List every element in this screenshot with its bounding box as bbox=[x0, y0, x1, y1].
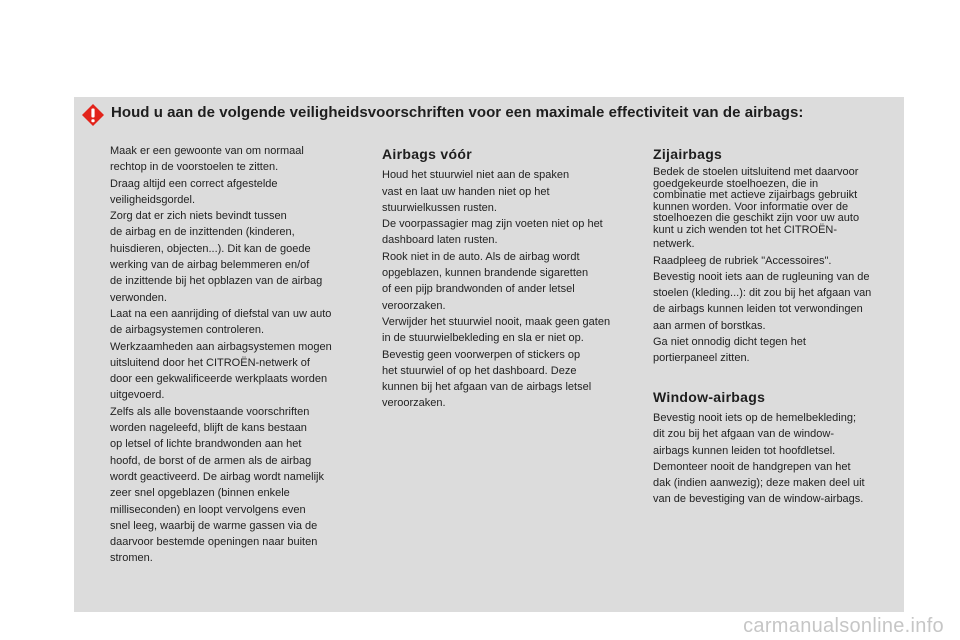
text-line: goedgekeurde stoelhoezen, die in bbox=[653, 177, 819, 190]
text-line: worden nageleefd, blijft de kans bestaan bbox=[110, 422, 307, 435]
warning-exclamation-icon bbox=[81, 103, 105, 127]
text-line: Zorg dat er zich niets bevindt tussen bbox=[110, 210, 287, 223]
text-line: airbags kunnen leiden tot hoofdletsel. bbox=[653, 444, 836, 457]
text-line: Demonteer nooit de handgrepen van het bbox=[653, 460, 851, 473]
text-line: Bedek de stoelen uitsluitend met daarvoor bbox=[653, 166, 859, 179]
text-line: vast en laat uw handen niet op het bbox=[382, 185, 550, 198]
text-line: stoelen (kleding...): dit zou bij het afgaan van bbox=[653, 287, 872, 300]
text-line: Verwijder het stuurwiel nooit, maak geen gaten bbox=[382, 315, 611, 328]
text-line: het stuurwiel of op het dashboard. Deze bbox=[382, 364, 577, 377]
text-line: stromen. bbox=[110, 552, 153, 565]
text-line: veroorzaken. bbox=[382, 397, 446, 410]
text-line: dak (indien aanwezig); deze maken deel uit bbox=[653, 477, 865, 490]
text-line: van de bevestiging van de window-airbags. bbox=[653, 493, 864, 506]
text-line: kunt u zich wenden tot het CITROËN- bbox=[653, 223, 838, 236]
text-line: Rook niet in de auto. Als de airbag wordt bbox=[382, 250, 580, 263]
text-line: de airbags kunnen leiden tot verwondingen bbox=[653, 303, 863, 316]
text-line: veroorzaken. bbox=[382, 299, 446, 312]
window-airbags-title: Window-airbags bbox=[653, 388, 766, 405]
window-airbags-text bbox=[653, 410, 903, 508]
text-line: aan armen of borstkas. bbox=[653, 319, 766, 332]
text-line: de airbag en de inzittenden (kinderen, bbox=[110, 226, 295, 239]
side-airbags-dense-text bbox=[653, 167, 903, 236]
text-line: portierpaneel zitten. bbox=[653, 352, 750, 365]
text-line: Bevestig geen voorwerpen of stickers op bbox=[382, 348, 581, 361]
front-airbags-column bbox=[382, 146, 637, 412]
text-line: milliseconden) en loopt vervolgens even bbox=[110, 503, 306, 516]
watermark: carmanualsonline.info bbox=[743, 615, 944, 637]
text-line: uitsluitend door het CITROËN-netwerk of bbox=[110, 356, 310, 369]
text-line: dashboard laten rusten. bbox=[382, 234, 498, 247]
text-line: rechtop in de voorstoelen te zitten. bbox=[110, 161, 279, 174]
text-line: huisdieren, objecten...). Dit kan de goede bbox=[110, 242, 311, 255]
text-line: stoelhoezen die geschikt zijn voor uw auto bbox=[653, 212, 860, 225]
text-line: hoofd, de borst of de armen als de airbag bbox=[110, 454, 312, 467]
text-line: snel leeg, waarbij de warme gassen via de bbox=[110, 519, 318, 532]
text-line: Bevestig nooit iets aan de rugleuning van de bbox=[653, 270, 870, 283]
general-advice-column bbox=[110, 143, 365, 567]
text-line: opgeblazen, kunnen brandende sigaretten bbox=[382, 267, 589, 280]
page-heading: Houd u aan de volgende veiligheidsvoorschriften voor een maximale effectiviteit van de airbags: bbox=[111, 104, 804, 121]
text-line: door een gekwalificeerde werkplaats worden bbox=[110, 373, 328, 386]
text-line: Ga niet onnodig dicht tegen het bbox=[653, 336, 806, 349]
text-line: kunnen bij het afgaan van de airbags letsel bbox=[382, 381, 592, 394]
text-line: Laat na een aanrijding of diefstal van uw auto bbox=[110, 307, 332, 320]
text-line: stuurwielkussen rusten. bbox=[382, 201, 497, 214]
side-window-airbags-column bbox=[653, 146, 903, 508]
text-line: Draag altijd een correct afgestelde bbox=[110, 177, 278, 190]
side-airbags-title: Zijairbags bbox=[653, 146, 723, 162]
text-line: zeer snel opgeblazen (binnen enkele bbox=[110, 487, 290, 500]
text-line: Zelfs als alle bovenstaande voorschriften bbox=[110, 405, 310, 418]
text-line: op letsel of lichte brandwonden aan het bbox=[110, 438, 302, 451]
text-line: uitgevoerd. bbox=[110, 389, 165, 402]
text-line: netwerk. bbox=[653, 238, 695, 251]
front-airbags-text bbox=[382, 167, 637, 411]
text-line: De voorpassagier mag zijn voeten niet op het bbox=[382, 218, 603, 231]
text-line: Maak er een gewoonte van om normaal bbox=[110, 145, 304, 157]
text-line: Bevestig nooit iets op de hemelbekleding; bbox=[653, 411, 857, 424]
text-line: in de stuurwielbekleding en sla er niet op. bbox=[382, 332, 584, 345]
text-line: verwonden. bbox=[110, 291, 167, 304]
front-airbags-title: Airbags vóór bbox=[382, 146, 472, 162]
text-line: combinatie met actieve zijairbags gebruikt bbox=[653, 189, 858, 202]
text-line: Houd het stuurwiel niet aan de spaken bbox=[382, 169, 570, 182]
text-line: kunnen worden. Voor informatie over de bbox=[653, 200, 849, 213]
text-line: wordt geactiveerd. De airbag wordt namelijk bbox=[110, 470, 324, 483]
text-line: daarvoor bestemde openingen naar buiten bbox=[110, 536, 318, 549]
side-airbags-text bbox=[653, 236, 903, 366]
text-line: Raadpleeg de rubriek "Accessoires". bbox=[653, 254, 832, 267]
text-line: dit zou bij het afgaan van de window- bbox=[653, 428, 835, 441]
general-advice-text bbox=[110, 143, 365, 567]
text-line: Werkzaamheden aan airbagsystemen mogen bbox=[110, 340, 332, 353]
text-line: de airbagsystemen controleren. bbox=[110, 324, 265, 337]
text-line: veiligheidsgordel. bbox=[110, 193, 195, 206]
text-line: de inzittende bij het opblazen van de airbag bbox=[110, 275, 323, 288]
text-line: werking van de airbag belemmeren en/of bbox=[110, 259, 310, 272]
text-line: of een pijp brandwonden of ander letsel bbox=[382, 283, 575, 296]
